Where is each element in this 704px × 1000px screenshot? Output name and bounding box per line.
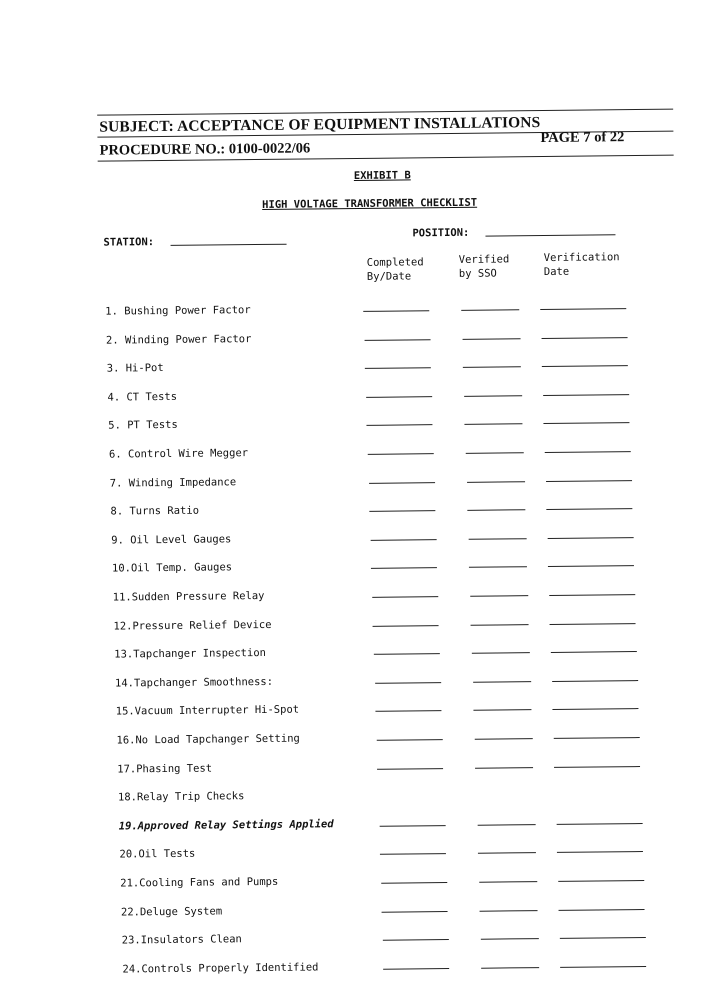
verification-date-line[interactable] [559, 909, 645, 911]
checklist-row [9, 871, 704, 896]
verification-date-line[interactable] [546, 480, 632, 482]
verification-date-line[interactable] [552, 680, 638, 682]
completed-by-date-line[interactable] [380, 853, 446, 855]
checklist-item-label: 16.No Load Tapchanger Setting [116, 732, 300, 747]
completed-by-date-line[interactable] [377, 768, 443, 770]
verified-by-sso-line[interactable] [473, 681, 531, 683]
verified-by-sso-line[interactable] [461, 309, 519, 311]
checklist-item-label: 6. Control Wire Megger [108, 447, 249, 461]
checklist-row [6, 557, 704, 582]
verification-date-line[interactable] [547, 537, 633, 539]
checklist-row [9, 843, 704, 868]
verification-date-line[interactable] [540, 308, 626, 310]
column-header-verification-date: Verification Date [543, 251, 620, 279]
verified-by-sso-line[interactable] [480, 910, 538, 912]
checklist-item-label: 5. PT Tests [108, 419, 178, 432]
checklist-row [5, 442, 704, 467]
checklist-item-label: 12.Pressure Relief Device [113, 618, 272, 633]
completed-by-date-line[interactable] [379, 825, 445, 827]
checklist-row [4, 356, 704, 381]
completed-by-date-line[interactable] [381, 882, 447, 884]
checklist-item-label: 20.Oil Tests [119, 848, 196, 861]
verified-by-sso-line[interactable] [474, 710, 532, 712]
checklist-row [7, 642, 704, 667]
checklist-row [10, 928, 704, 953]
verification-date-line[interactable] [542, 365, 628, 367]
checklist-row [10, 957, 704, 982]
checklist-item-label: 15.Vacuum Interrupter Hi-Spot [115, 703, 300, 718]
verification-date-line[interactable] [550, 623, 636, 625]
checklist-item-label: 17.Phasing Test [117, 762, 213, 776]
checklist-row [5, 499, 704, 524]
checklist-item-label: 2. Winding Power Factor [105, 332, 252, 347]
checklist-row [8, 785, 704, 810]
verified-by-sso-line[interactable] [477, 824, 535, 826]
verified-by-sso-line[interactable] [481, 938, 539, 940]
verification-date-line[interactable] [546, 508, 632, 510]
verification-date-line[interactable] [551, 651, 637, 653]
completed-by-date-line[interactable] [368, 453, 434, 455]
column-header-completed: Completed By/Date [366, 256, 424, 283]
verification-date-line[interactable] [549, 594, 635, 596]
checklist-item-label: 13.Tapchanger Inspection [114, 647, 267, 661]
checklist-row [8, 728, 704, 753]
completed-by-date-line[interactable] [370, 539, 436, 541]
completed-by-date-line[interactable] [366, 396, 432, 398]
column-header-verified: Verified by SSO [458, 253, 510, 280]
checklist-row [6, 528, 704, 553]
checklist-item-label: 22.Deluge System [120, 905, 223, 919]
completed-by-date-line[interactable] [377, 739, 443, 741]
checklist-item-label: 8. Turns Ratio [110, 504, 200, 518]
verification-date-line[interactable] [554, 737, 640, 739]
completed-by-date-line[interactable] [376, 710, 442, 712]
station-field-line[interactable] [171, 244, 287, 246]
checklist-item-label: 19.Approved Relay Settings Applied [118, 818, 334, 833]
checklist-row [5, 471, 704, 496]
checklist-row [4, 385, 704, 410]
verification-date-line[interactable] [543, 394, 629, 396]
completed-by-date-line[interactable] [375, 682, 441, 684]
verified-by-sso-line[interactable] [467, 509, 525, 511]
verified-by-sso-line[interactable] [468, 538, 526, 540]
verification-date-line[interactable] [545, 451, 631, 453]
completed-by-date-line[interactable] [364, 339, 430, 341]
verified-by-sso-line[interactable] [466, 452, 524, 454]
checklist-row [3, 328, 704, 353]
verified-by-sso-line[interactable] [482, 967, 540, 969]
verification-date-line[interactable] [553, 708, 639, 710]
verified-by-sso-line[interactable] [475, 738, 533, 740]
verification-date-line[interactable] [541, 337, 627, 339]
checklist-item-label: 14.Tapchanger Smoothness: [114, 675, 274, 690]
subject-heading: SUBJECT: ACCEPTANCE OF EQUIPMENT INSTALLATIONS [99, 114, 541, 136]
completed-by-date-line[interactable] [365, 367, 431, 369]
checklist-row [6, 614, 704, 639]
checklist-item-label: 7. Winding Impedance [109, 475, 237, 490]
verified-by-sso-line[interactable] [469, 567, 527, 569]
checklist-item-label: 23.Insulators Clean [121, 933, 242, 947]
checklist-row [8, 757, 704, 782]
verified-by-sso-line[interactable] [471, 624, 529, 626]
verified-by-sso-line[interactable] [472, 652, 530, 654]
verification-date-line[interactable] [561, 966, 647, 968]
position-label: POSITION: [412, 226, 470, 240]
exhibit-label: EXHIBIT B [353, 169, 411, 182]
completed-by-date-line[interactable] [367, 425, 433, 427]
verified-by-sso-line[interactable] [479, 881, 537, 883]
procedure-number: PROCEDURE NO.: 0100-0022/06 [99, 140, 311, 159]
verified-by-sso-line[interactable] [463, 366, 521, 368]
completed-by-date-line[interactable] [374, 653, 440, 655]
checklist-item-label: 3. Hi-Pot [106, 362, 164, 375]
checklist-title: HIGH VOLTAGE TRANSFORMER CHECKLIST [262, 196, 478, 211]
verified-by-sso-line[interactable] [478, 853, 536, 855]
completed-by-date-line[interactable] [383, 939, 449, 941]
checklist-row [6, 585, 704, 610]
verified-by-sso-line[interactable] [462, 338, 520, 340]
page-number: PAGE 7 of 22 [540, 129, 625, 147]
checklist-item-label: 18.Relay Trip Checks [117, 790, 245, 804]
checklist-item-label: 9. Oil Level Gauges [111, 533, 232, 547]
position-field-line[interactable] [485, 234, 615, 236]
checklist-item-label: 11.Sudden Pressure Relay [112, 589, 265, 604]
verified-by-sso-line[interactable] [467, 481, 525, 483]
completed-by-date-line[interactable] [369, 482, 435, 484]
checklist-row [7, 671, 704, 696]
verification-date-line[interactable] [558, 880, 644, 882]
completed-by-date-line[interactable] [373, 625, 439, 627]
completed-by-date-line[interactable] [372, 596, 438, 598]
verification-date-line[interactable] [560, 937, 646, 939]
completed-by-date-line[interactable] [384, 968, 450, 970]
verified-by-sso-line[interactable] [465, 424, 523, 426]
checklist-row [4, 414, 704, 439]
verification-date-line[interactable] [548, 565, 634, 567]
verified-by-sso-line[interactable] [475, 767, 533, 769]
checklist-item-label: 4. CT Tests [107, 390, 178, 404]
verification-date-line[interactable] [557, 851, 643, 853]
checklist-row [7, 700, 704, 725]
verification-date-line[interactable] [544, 423, 630, 425]
verification-date-line[interactable] [554, 766, 640, 768]
verified-by-sso-line[interactable] [464, 395, 522, 397]
checklist-item-label: 21.Cooling Fans and Pumps [120, 875, 279, 890]
header-rule-top [97, 109, 673, 116]
verified-by-sso-line[interactable] [470, 595, 528, 597]
station-label: STATION: [103, 236, 155, 249]
checklist-row [9, 814, 704, 839]
checklist-row [9, 900, 704, 925]
completed-by-date-line[interactable] [371, 568, 437, 570]
checklist-item-label: 24.Controls Properly Identified [122, 961, 319, 976]
checklist-item-label: 1. Bushing Power Factor [105, 304, 251, 318]
verification-date-line[interactable] [556, 823, 642, 825]
completed-by-date-line[interactable] [363, 310, 429, 312]
completed-by-date-line[interactable] [369, 510, 435, 512]
checklist-row [3, 299, 704, 324]
completed-by-date-line[interactable] [382, 911, 448, 913]
checklist-item-label: 10.Oil Temp. Gauges [111, 561, 233, 575]
